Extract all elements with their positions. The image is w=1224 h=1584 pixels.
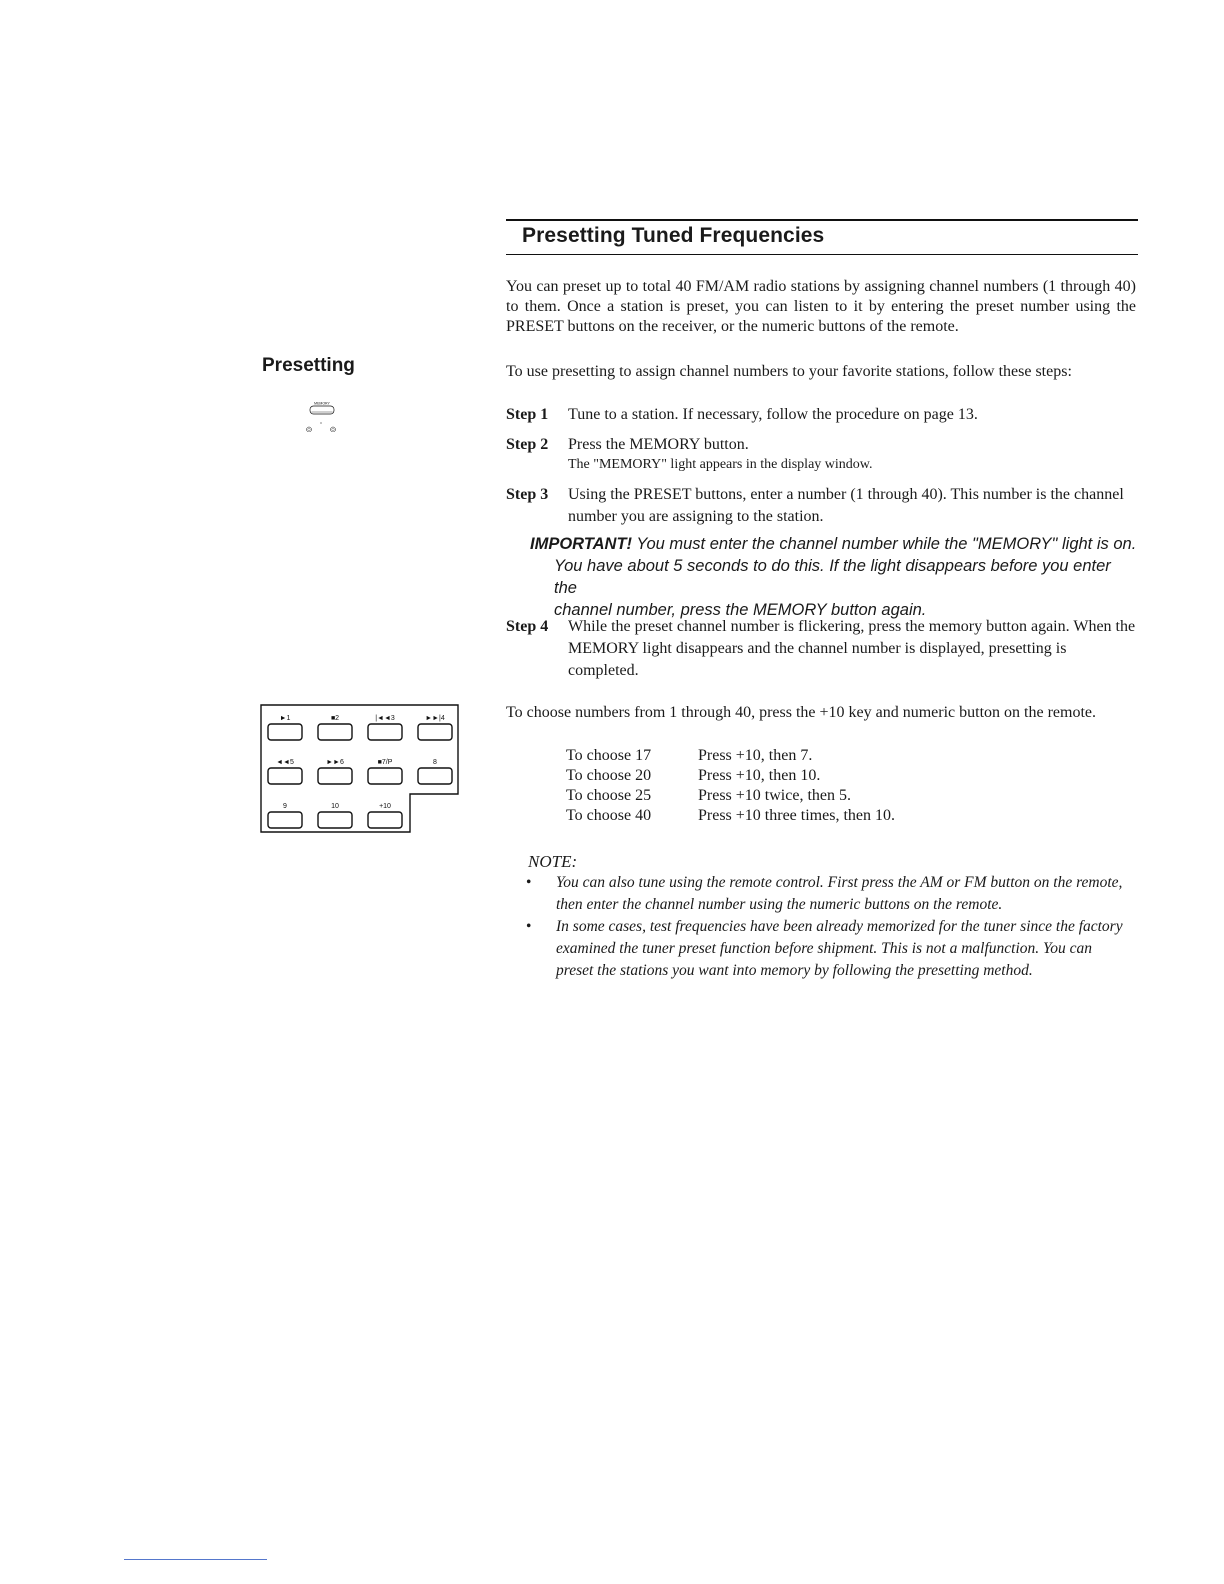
svg-text:■2: ■2 xyxy=(330,715,340,722)
step-1 xyxy=(506,404,1136,426)
svg-text:10: 10 xyxy=(331,803,339,810)
step-1-text: Tune to a station. If necessary, follow the procedure on page 13. xyxy=(568,406,978,423)
note-text: You can also tune using the remote control. First press the AM or FM button on the remote, then enter the channel number using the numeric buttons on the remote. xyxy=(556,874,1123,913)
lead-paragraph: To use presetting to assign channel numbers to your favorite stations, follow these steps: xyxy=(506,363,1072,380)
bullet-icon: • xyxy=(526,918,532,935)
svg-text:+10: +10 xyxy=(379,803,391,810)
title-top-rule xyxy=(506,219,1138,221)
step-3 xyxy=(506,484,1136,528)
important-line-1: You must enter the channel number while the "MEMORY" light is on. xyxy=(636,535,1137,553)
press-cell: Press +10 three times, then 10. xyxy=(698,807,895,824)
svg-text:9: 9 xyxy=(283,803,287,810)
step-4 xyxy=(506,616,1136,682)
choose-intro: To choose numbers from 1 through 40, press the +10 key and numeric button on the remote. xyxy=(506,704,1096,721)
remote-keypad-illustration xyxy=(260,704,460,834)
important-line-2: You have about 5 seconds to do this. If the light disappears before you enter the xyxy=(554,557,1111,597)
choose-cell: To choose 17 xyxy=(566,747,652,764)
press-cell: Press +10, then 7. xyxy=(698,747,813,764)
choose-cell: To choose 20 xyxy=(566,767,652,784)
step-3-label: Step 3 xyxy=(506,486,549,503)
step-2-label: Step 2 xyxy=(506,436,549,453)
knob-right-icon xyxy=(331,427,336,432)
memory-label: MEMORY xyxy=(314,402,330,406)
table-row xyxy=(566,786,895,806)
svg-text:►►6: ►►6 xyxy=(326,759,344,766)
intro-paragraph: You can preset up to total 40 FM/AM radio stations by assigning channel numbers (1 through 40) to them. Once a station is preset, you can listen to it by entering the preset number using the PRESET buttons on the receiver, or the numeric buttons of the remote. xyxy=(506,278,1136,335)
note-list xyxy=(526,872,1132,982)
table-row xyxy=(566,746,895,766)
side-heading: Presetting xyxy=(262,355,355,376)
memory-button-icon xyxy=(310,406,334,414)
choose-cell: To choose 40 xyxy=(566,807,652,824)
note-text: In some cases, test frequencies have been already memorized for the tuner since the factory examined the tuner preset function before shipment. This is not a malfunction. You can preset the stations you want into memory by following the presetting method. xyxy=(556,918,1123,979)
title-bottom-rule xyxy=(506,254,1138,255)
svg-text:|◄◄3: |◄◄3 xyxy=(375,715,395,722)
keypad-row-3 xyxy=(268,803,402,828)
section-title: Presetting Tuned Frequencies xyxy=(522,224,825,247)
step-4-text: While the preset channel number is flickering, press the memory button again. When the MEMORY light disappears and the channel number is displayed, presetting is completed. xyxy=(568,618,1136,679)
list-item xyxy=(526,916,1132,982)
svg-text:8: 8 xyxy=(433,759,437,766)
keypad-row-1 xyxy=(268,715,452,740)
step-2-subtext: The "MEMORY" light appears in the display window. xyxy=(568,457,873,472)
note-heading: NOTE: xyxy=(528,852,578,871)
step-2 xyxy=(506,434,1136,474)
list-item xyxy=(526,872,1132,916)
table-row xyxy=(566,766,895,786)
important-line-3: channel number, press the MEMORY button again. xyxy=(554,601,927,619)
important-callout xyxy=(530,533,1138,621)
step-2-text: Press the MEMORY button. xyxy=(568,436,749,453)
memory-button-illustration xyxy=(286,402,358,432)
table-row xyxy=(566,806,895,826)
svg-text:►1: ►1 xyxy=(279,715,291,722)
step-4-label: Step 4 xyxy=(506,618,549,635)
svg-text:►►|4: ►►|4 xyxy=(425,715,445,722)
svg-text:■7/P: ■7/P xyxy=(377,759,393,766)
svg-text:◄◄5: ◄◄5 xyxy=(276,759,294,766)
bullet-icon: • xyxy=(526,874,532,891)
knob-left-icon xyxy=(307,427,312,432)
step-3-text: Using the PRESET buttons, enter a number (1 through 40). This number is the channel number you are assigning to the station. xyxy=(568,486,1124,525)
keypad-row-2 xyxy=(268,759,452,784)
important-label: IMPORTANT! xyxy=(530,535,633,553)
press-cell: Press +10, then 10. xyxy=(698,767,821,784)
step-1-label: Step 1 xyxy=(506,406,549,423)
press-cell: Press +10 twice, then 5. xyxy=(698,787,851,804)
choose-table xyxy=(566,746,895,826)
bottom-rule xyxy=(124,1559,267,1560)
choose-cell: To choose 25 xyxy=(566,787,652,804)
